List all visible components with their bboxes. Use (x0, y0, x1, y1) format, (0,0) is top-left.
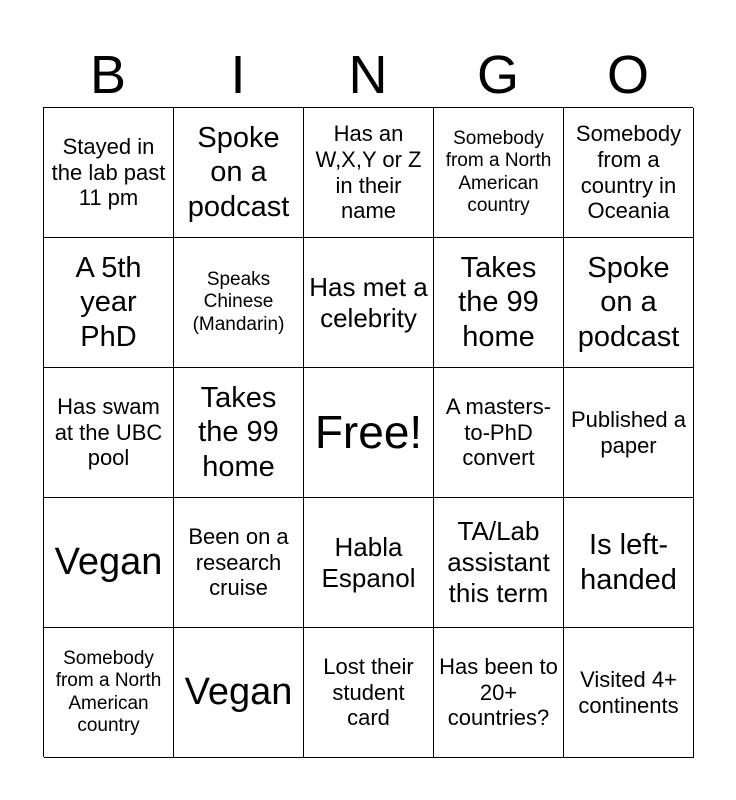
cell-text: Spoke on a podcast (187, 122, 290, 223)
bingo-cell[interactable] (304, 628, 434, 758)
cell-text: Has swam at the UBC pool (54, 393, 163, 471)
cell-text: Takes the 99 home (198, 382, 279, 483)
bingo-board (43, 107, 693, 757)
cell-text: Speaks Chinese (Mandarin) (192, 268, 285, 335)
bingo-cell[interactable] (564, 238, 694, 368)
bingo-header (43, 44, 693, 106)
cell-text: Has met a celebrity (309, 271, 428, 333)
cell-text: Is left-handed (580, 529, 677, 596)
cell-text: A masters-to-PhD convert (445, 393, 552, 471)
cell-text: Has an W,X,Y or Z in their name (315, 120, 422, 224)
free-space-cell[interactable] (304, 368, 434, 498)
cell-text: Somebody from a country in Oceania (575, 120, 682, 224)
cell-text: Published a paper (571, 406, 686, 458)
bingo-cell[interactable] (44, 368, 174, 498)
bingo-cell[interactable] (434, 238, 564, 368)
cell-text: Has been to 20+ countries? (439, 653, 558, 731)
bingo-cell[interactable] (44, 628, 174, 758)
cell-text: Somebody from a North American country (55, 647, 162, 736)
bingo-cell[interactable] (434, 108, 564, 238)
bingo-cell[interactable] (174, 498, 304, 628)
header-letter-i: I (230, 45, 246, 105)
bingo-cell[interactable] (174, 108, 304, 238)
bingo-cell[interactable] (564, 108, 694, 238)
cell-text: Visited 4+ continents (578, 666, 679, 718)
header-letter-o: O (606, 45, 649, 105)
bingo-cell[interactable] (564, 498, 694, 628)
header-letter-b: B (89, 45, 127, 105)
header-letter-g: G (476, 45, 519, 105)
bingo-cell[interactable] (44, 238, 174, 368)
cell-text: Stayed in the lab past 11 pm (51, 133, 166, 211)
cell-text: Vegan (54, 541, 163, 584)
bingo-cell[interactable] (174, 628, 304, 758)
bingo-cell[interactable] (564, 628, 694, 758)
cell-text: TA/Lab assistant this term (447, 516, 550, 608)
cell-text: Somebody from a North American country (445, 127, 552, 216)
cell-text: Habla Espanol (321, 531, 416, 593)
cell-text: Spoke on a podcast (577, 252, 680, 353)
bingo-cell[interactable] (434, 368, 564, 498)
cell-text: Vegan (184, 671, 293, 714)
cell-text: Lost their student card (323, 653, 414, 731)
cell-text: Takes the 99 home (458, 252, 539, 353)
cell-text: A 5th year PhD (75, 252, 142, 353)
bingo-cell[interactable] (174, 368, 304, 498)
bingo-cell[interactable] (434, 628, 564, 758)
bingo-cell[interactable] (44, 108, 174, 238)
bingo-cell[interactable] (564, 368, 694, 498)
bingo-cell[interactable] (304, 108, 434, 238)
header-letter-n: N (348, 45, 388, 105)
free-space-text: Free! (314, 406, 423, 459)
bingo-cell[interactable] (44, 498, 174, 628)
bingo-cell[interactable] (434, 498, 564, 628)
cell-text: Been on a research cruise (188, 523, 289, 601)
bingo-cell[interactable] (304, 238, 434, 368)
bingo-cell[interactable] (304, 498, 434, 628)
bingo-cell[interactable] (174, 238, 304, 368)
